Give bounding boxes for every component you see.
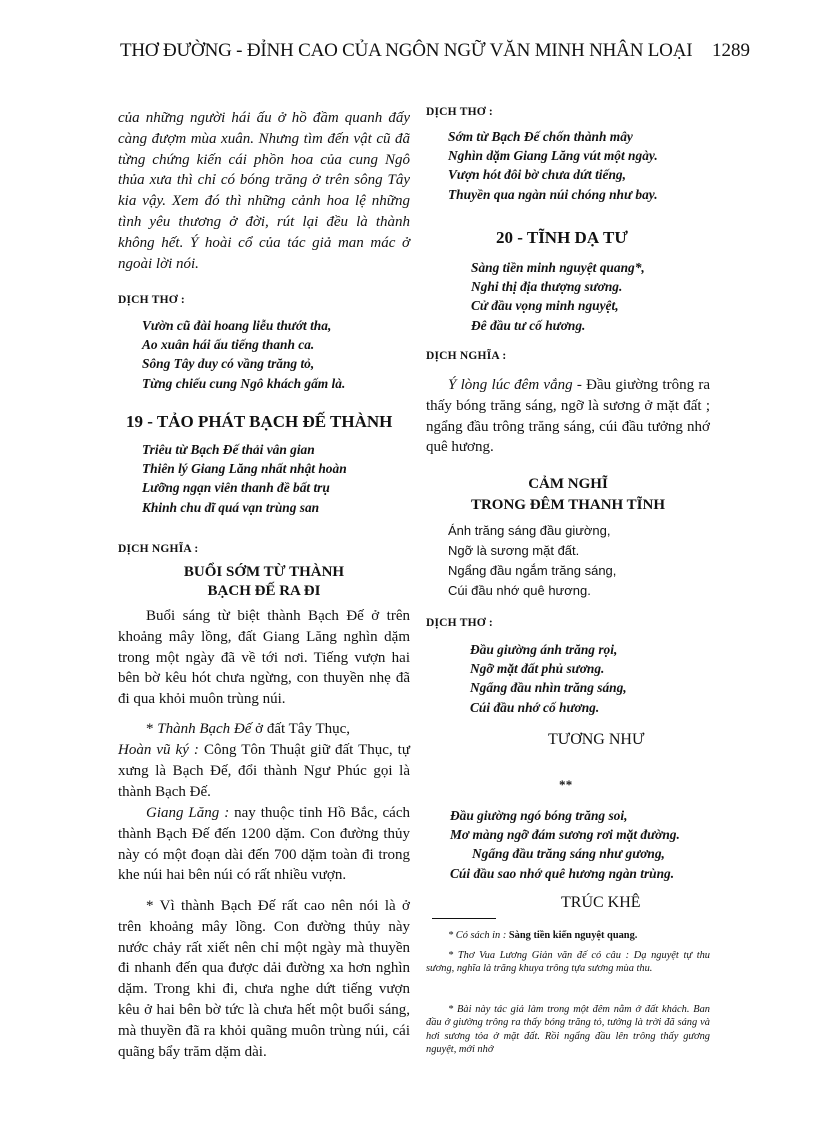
meaning-lead: Ý lòng lúc đêm vắng - [448, 377, 582, 393]
footnote-bold: Sàng tiền kiến nguyệt quang. [508, 930, 638, 941]
poem-line: Vượn hót đôi bờ chưa dứt tiếng, [448, 167, 626, 183]
prose-line: Ngỡ là sương mặt đất. [448, 543, 580, 558]
poem-line: Sớm từ Bạch Đế chốn thành mây [448, 129, 633, 144]
note-term: Giang Lăng : [146, 805, 230, 821]
poem-19-original [142, 440, 347, 517]
note-thanh-bach-de: * Thành Bạch Đế ở đất Tây Thục, [146, 721, 351, 737]
footnote-1: * Có sách in : Sàng tiền kiến nguyệt quang. [448, 930, 638, 941]
poem-line: Đầu giường ánh trăng rọi, [470, 642, 618, 657]
poem-line: Thiên lý Giang Lăng nhất nhật hoàn [142, 461, 347, 477]
subtitle-line-2: BẠCH ĐẾ RA ĐI [207, 583, 321, 599]
translated-poem-20b [450, 806, 680, 883]
note-term: Thành Bạch Đế [157, 721, 252, 737]
poem-line: Ngỡ mặt đất phủ sương. [470, 661, 605, 677]
meaning-paragraph: Ý lòng lúc đêm vắng - Đầu giường trông ra thấy bóng trăng sáng, ngỡ là sương ở mặt đất ; ngẩng đầu trông trăng sáng, cúi đầu tưởng nhớ quê hương. [426, 377, 710, 456]
prose-line: Cúi đầu nhớ quê hương. [448, 583, 591, 598]
note-giang-lang: Giang Lăng : nay thuộc tỉnh Hồ Bắc, cách thành Bạch Đế đến 1200 dặm. Con đường thủy này có một đoạn dài đến 700 dặm toàn đi trong khe núi hai bên núi có rất nhiều vượn. [118, 805, 410, 884]
poem-line: Sông Tây duy có vầng trăng tỏ, [142, 356, 315, 372]
translated-poem-20a [470, 640, 627, 717]
poem-line: Mơ màng ngỡ đám sương rơi mặt đường. [450, 827, 680, 843]
poem-line: Cúi đầu sao nhớ quê hương ngàn trùng. [450, 865, 675, 881]
prose-line: Ngẩng đầu ngắm trăng sáng, [448, 563, 617, 578]
translated-poem-19 [448, 127, 658, 204]
dich-tho-label: DỊCH THƠ : [118, 294, 185, 306]
poem-line: Khinh chu dĩ quá vạn trùng san [142, 499, 320, 515]
poem-19-title: 19 - TẢO PHÁT BẠCH ĐẾ THÀNH [126, 412, 393, 431]
note-term: Hoàn vũ ký : [118, 742, 199, 758]
poem-line: Ngẩng đầu nhìn trăng sáng, [470, 680, 627, 696]
poem-line: Cử đầu vọng minh nguyệt, [471, 298, 619, 314]
poem-line: Từng chiếu cung Ngô khách gấm là. [142, 375, 346, 391]
dich-tho-label: DỊCH THƠ : [426, 106, 493, 118]
translator-name: TƯƠNG NHƯ [548, 731, 645, 748]
dich-nghia-label: DỊCH NGHĨA : [118, 543, 199, 555]
subtitle-line-1: BUỔI SỚM TỪ THÀNH [183, 564, 345, 580]
page-number: 1289 [712, 40, 750, 61]
meaning-paragraph: Buổi sáng từ biệt thành Bạch Đế ở trên khoảng mây lồng, đất Giang Lăng nghìn dặm trong một ngày đã về tới nơi. Tiếng vượn hai bên bờ kêu hót chưa ngừng, con thuyền nhẹ đã đi qua khỏi muôn trùng núi. [118, 608, 410, 708]
poem-line: Nghìn dặm Giang Lăng vút một ngày. [448, 148, 658, 164]
poem-line: Thuyền qua ngàn núi chóng như bay. [448, 186, 658, 202]
prose-translation [448, 521, 616, 601]
explanation-paragraph: * Vì thành Bạch Đế rất cao nên nói là ở trên khoảng mây lồng. Con đường thủy này nước chảy rất xiết nên chỉ một ngày mà thuyền đi nhanh đến qua được dải đường xa hơn nghìn dặm. Trong khi đi, chưa nghe dứt tiếng vượn kêu ở hai bên bờ tức là chưa hết một buổi sáng, mà thuyền đã ra khỏi quãng muôn trùng núi, cái quãng bẩy trăm dặm dài. [118, 898, 410, 1060]
running-header [120, 40, 750, 66]
poem-line: Cúi đầu nhớ cố hương. [470, 699, 600, 715]
poem-line: Vườn cũ đài hoang liễu thướt tha, [142, 318, 332, 333]
footnote-2: * Thơ Vua Lương Giản văn đế có câu : Dạ nguyệt tự thu sương, nghĩa là trăng khuya trông tựa sương mùa thu. [426, 950, 710, 975]
dich-nghia-label: DỊCH NGHĨA : [426, 350, 507, 362]
section-stars: ** [559, 777, 573, 792]
poem-20-title: 20 - TĨNH DẠ TƯ [496, 228, 628, 247]
poem-line: Sàng tiền minh nguyệt quang*, [471, 260, 645, 275]
subtitle-line-1: CẢM NGHĨ [528, 476, 608, 492]
poem-line: Lưỡng ngạn viên thanh đề bất trụ [142, 480, 330, 496]
translated-poem-18 [142, 316, 345, 393]
prose-line: Ánh trăng sáng đầu giường, [448, 523, 611, 538]
note-hoan-vu-ky: Hoàn vũ ký : Công Tôn Thuật giữ đất Thục, tự xưng là Bạch Đế, đổi thành Ngư Phúc gọi là thành Bạch Đế. [118, 742, 410, 800]
poem-line: Triêu từ Bạch Đế thải vân gian [142, 442, 315, 457]
poem-line: Đầu giường ngó bóng trăng soi, [450, 808, 628, 823]
footnote-divider [432, 918, 496, 919]
poem-line: Nghi thị địa thượng sương. [471, 279, 623, 295]
poem-line: Đê đầu tư cố hương. [471, 317, 586, 333]
translator-name: TRÚC KHÊ [561, 894, 641, 911]
intro-commentary: của những người hái ấu ở hồ đầm quanh đấy càng đượm mùa xuân. Nhưng tìm đến vật cũ đã từng chứng kiến cái phồn hoa của cung Ngô thủa xưa thì chỉ có bóng trăng ở trên sông Tây kia vậy. Xem đó thì những cảnh hoa lệ những tình yêu thương ở đời, rút lại đều là thành không hết. Ý hoài cổ của tác giả man mác ở ngoài lời nói. [118, 110, 410, 272]
footnote-3: * Bài này tác giả làm trong một đêm nằm ở đất khách. Ban đầu ở giường trông ra thấy bóng trăng tỏ, tưởng là trời đã sáng và hơi sương tỏa ở mặt đất. Rồi ngẩng đầu lên trông thấy gương nguyệt, mới nhớ [426, 1004, 710, 1056]
dich-tho-label: DỊCH THƠ : [426, 617, 493, 629]
poem-line: Ngẩng đầu trăng sáng như gương, [472, 846, 665, 862]
subtitle-line-2: TRONG ĐÊM THANH TĨNH [470, 497, 666, 513]
poem-line: Ao xuân hái ấu tiếng thanh ca. [142, 337, 315, 353]
poem-20-original [471, 258, 645, 335]
running-title: THƠ ĐƯỜNG - ĐỈNH CAO CỦA NGÔN NGỮ VĂN MINH NHÂN LOẠI [120, 40, 693, 61]
